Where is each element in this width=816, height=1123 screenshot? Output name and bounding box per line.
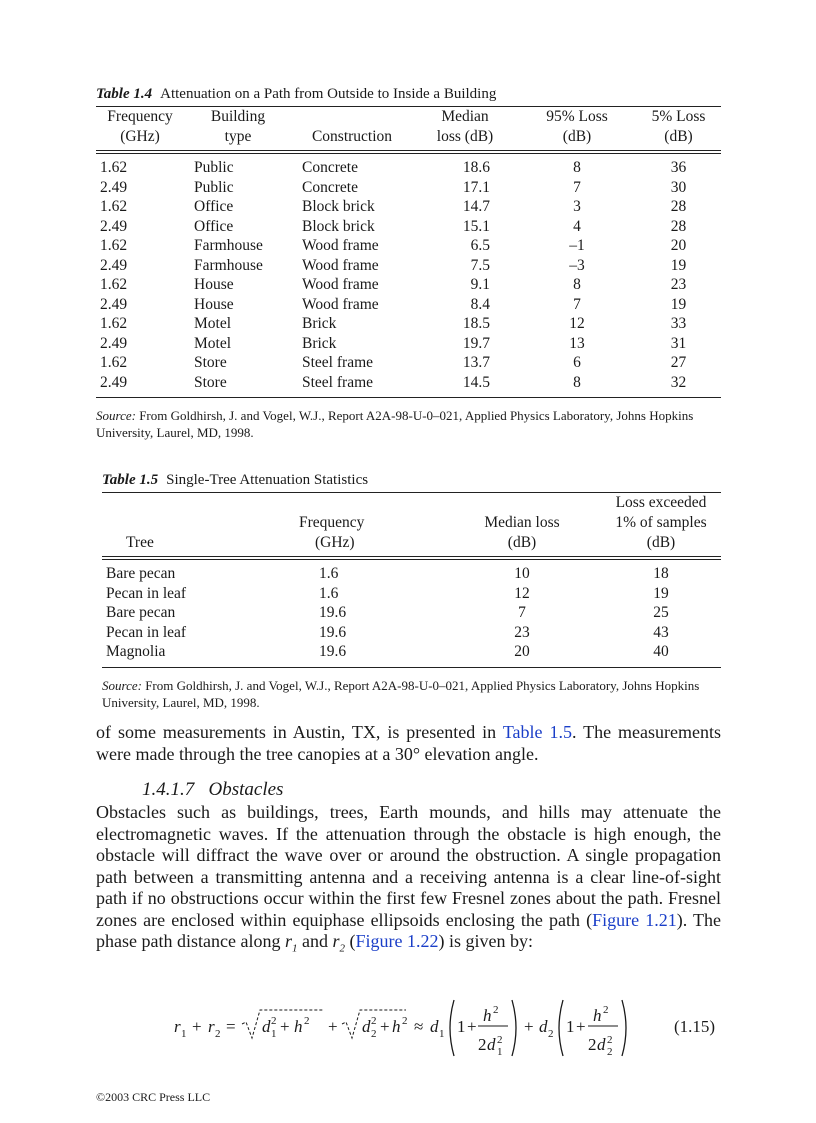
table-cell: 2.49 — [100, 295, 128, 313]
table-cell: 1.62 — [100, 159, 128, 176]
table-row — [102, 642, 721, 662]
table-cell: Motel — [194, 334, 232, 352]
table-cell: Store — [194, 354, 227, 371]
table-cell: 14.5 — [462, 373, 490, 391]
table-cell: Wood frame — [302, 276, 379, 293]
table-row — [96, 197, 721, 217]
svg-text:+: + — [380, 1017, 390, 1036]
table-cell: 8.4 — [470, 295, 490, 313]
table-cell: 8 — [573, 276, 581, 293]
svg-text:2: 2 — [304, 1015, 310, 1027]
svg-text:d: d — [597, 1035, 606, 1054]
table-cell: 1.62 — [100, 315, 128, 332]
table-cell: House — [194, 295, 234, 313]
table-cell: Steel frame — [302, 354, 374, 371]
svg-text:1: 1 — [566, 1017, 575, 1036]
svg-text:h: h — [483, 1006, 492, 1025]
table-cell: Pecan in leaf — [106, 584, 187, 602]
svg-text:2: 2 — [607, 1034, 613, 1046]
table-cell: Pecan in leaf — [106, 623, 187, 641]
svg-text:2: 2 — [607, 1046, 613, 1058]
table-cell: Wood frame — [302, 256, 379, 274]
table-cell: Motel — [194, 315, 232, 332]
table-cell: Farmhouse — [194, 237, 263, 254]
equation-plus: + — [328, 1017, 338, 1036]
svg-text:d: d — [262, 1017, 271, 1036]
svg-text:r: r — [174, 1017, 181, 1036]
equation-sqrt-1 — [242, 1010, 323, 1040]
table-cell: 19 — [670, 256, 687, 274]
table-cell: Office — [194, 217, 234, 235]
figure-1-21-link[interactable]: Figure 1.21 — [592, 909, 677, 930]
table-cell: 2.49 — [100, 178, 128, 196]
table-cell: House — [194, 276, 234, 293]
table-cell: 27 — [670, 354, 687, 371]
table-cell: 12 — [514, 584, 530, 602]
table-cell: Office — [194, 198, 234, 215]
table-cell: 30 — [670, 178, 687, 196]
table-cell: 18.5 — [462, 315, 490, 332]
svg-text:r: r — [208, 1017, 215, 1036]
svg-text:h: h — [392, 1017, 401, 1036]
table-1-5-body — [102, 560, 721, 662]
figure-1-22-link[interactable]: Figure 1.22 — [355, 931, 439, 951]
section-number: 1.4.1.7 — [142, 779, 195, 800]
svg-text:1: 1 — [457, 1017, 466, 1036]
table-cell: 9.1 — [470, 276, 490, 293]
paragraph-1: of some measurements in Austin, TX, is presented in Table 1.5. The measurements were made through the tree canopies at a 30° elevation angle. — [96, 722, 722, 764]
table-1-5-title: Single-Tree Attenuation Statistics — [166, 472, 369, 488]
table-cell: 13 — [569, 334, 585, 352]
table-row — [96, 373, 721, 393]
table-cell: 33 — [670, 315, 687, 332]
svg-text:d: d — [362, 1017, 371, 1036]
col-median-header: Median loss (dB) — [436, 108, 494, 145]
table-cell: –3 — [569, 256, 585, 274]
table-cell: Concrete — [302, 159, 358, 176]
table-cell: 14.7 — [462, 198, 490, 215]
table-cell: 28 — [670, 198, 687, 215]
table-cell: 7 — [573, 178, 581, 196]
table-cell: Brick — [302, 315, 337, 332]
table-row — [102, 603, 721, 623]
table-cell: 1.62 — [100, 237, 128, 254]
table-cell: Bare pecan — [106, 565, 176, 582]
table-1-5-link[interactable]: Table 1.5 — [502, 722, 572, 742]
svg-text:2: 2 — [478, 1035, 487, 1054]
table-cell: Public — [194, 178, 234, 196]
table-cell: 3 — [573, 198, 581, 215]
table-cell: 19.6 — [319, 643, 347, 660]
table-1-4-label: Table 1.4 — [96, 86, 153, 102]
table-row — [96, 353, 721, 373]
table-1-4 — [96, 86, 721, 441]
svg-text:d: d — [539, 1017, 548, 1036]
svg-text:h: h — [593, 1006, 602, 1025]
svg-text:=: = — [226, 1017, 236, 1036]
table-cell: Block brick — [302, 198, 375, 215]
equation-term-1 — [430, 1000, 516, 1058]
equation-term-2 — [539, 1000, 626, 1058]
svg-text:2: 2 — [497, 1034, 503, 1046]
equation-number: (1.15) — [674, 1017, 716, 1036]
svg-text:1: 1 — [181, 1028, 187, 1040]
col-frequency-header: Frequency (GHz) — [107, 108, 173, 145]
table-1-4-header-row — [96, 107, 721, 151]
table-row — [96, 334, 721, 354]
table-cell: Wood frame — [302, 295, 379, 313]
table-row — [102, 584, 721, 604]
svg-text:2: 2 — [588, 1035, 597, 1054]
table-row — [96, 217, 721, 237]
svg-text:+: + — [467, 1017, 477, 1036]
table-cell: Concrete — [302, 178, 358, 196]
table-cell: Public — [194, 159, 234, 176]
table-cell: 8 — [573, 159, 581, 176]
table-cell: 19.7 — [462, 334, 490, 352]
table-cell: 4 — [573, 217, 581, 235]
equation-lhs — [174, 1017, 236, 1040]
table-row — [96, 295, 721, 315]
table-cell: 20 — [670, 237, 687, 254]
table-row — [102, 560, 721, 584]
col-p95-header: 95% Loss (dB) — [546, 108, 608, 145]
body-text — [96, 722, 721, 960]
table-cell: Store — [194, 373, 227, 391]
svg-text:2: 2 — [371, 1015, 377, 1027]
table-cell: Brick — [302, 334, 337, 352]
table-row — [96, 178, 721, 198]
table-cell: 19.6 — [319, 604, 347, 621]
table-cell: Magnolia — [106, 643, 166, 660]
table-cell: 23 — [670, 276, 687, 293]
paragraph-2: Obstacles such as buildings, trees, Earth mounds, and hills may attenuate the electromagnetic waves. If the attenuation through the obstacle is high enough, the obstacle will diffract the wave over or around the obstruction. A single propagation path between a transmitting antenna and a receiving antenna is a clear line-of-sight path if no obstructions occur within the first few Fresnel zones about the path. Fresnel zones are enclosed within equiphase ellipsoids enclosing the path (Figure 1.21). The phase path distance along $r_1$ and $r_2$ (Figure 1.22) is given by: — [96, 802, 722, 955]
table-cell: 13.7 — [462, 354, 490, 371]
table-cell: 19.6 — [319, 623, 347, 641]
table-cell: 31 — [670, 334, 687, 352]
table-row — [102, 623, 721, 643]
table-1-4-source: Source: From Goldhirsh, J. and Vogel, W.J., Report A2A-98-U-0–021, Applied Physics Laboratory, Johns Hopkins University, Laurel, MD, 1998. — [96, 408, 694, 440]
svg-text:2: 2 — [548, 1028, 554, 1040]
table-row — [96, 236, 721, 256]
table-cell: Farmhouse — [194, 256, 263, 274]
table-cell: 7 — [518, 604, 526, 621]
equation-approx: ≈ — [414, 1017, 424, 1036]
table-1-5 — [102, 472, 721, 711]
table-row — [96, 275, 721, 295]
svg-text:2: 2 — [402, 1015, 408, 1027]
table-1-4-body — [96, 154, 721, 393]
svg-text:+: + — [192, 1017, 202, 1036]
table-cell: 18 — [653, 565, 669, 582]
col-median-header: Median loss (dB) — [484, 514, 560, 551]
table-cell: 7 — [573, 295, 581, 313]
table-cell: –1 — [569, 237, 585, 254]
svg-text:1: 1 — [497, 1046, 503, 1058]
table-1-5-caption — [102, 472, 721, 489]
table-cell: 19 — [670, 295, 687, 313]
table-cell: 1.62 — [100, 276, 128, 293]
table-cell: 2.49 — [100, 334, 128, 352]
table-row — [96, 154, 721, 178]
section-heading — [96, 779, 721, 801]
table-cell: 23 — [514, 623, 530, 641]
col-construction-header: Construction — [311, 128, 393, 145]
svg-text:h: h — [294, 1017, 303, 1036]
svg-text:2: 2 — [215, 1028, 221, 1040]
svg-text:d: d — [430, 1017, 439, 1036]
table-cell: 12 — [569, 315, 585, 332]
table-cell: 43 — [653, 623, 669, 641]
table-cell: 8 — [573, 373, 581, 391]
table-cell: 1.6 — [319, 565, 339, 582]
table-cell: 2.49 — [100, 256, 128, 274]
table-1-5-source: Source: From Goldhirsh, J. and Vogel, W.J., Report A2A-98-U-0–021, Applied Physics Laboratory, Johns Hopkins University, Laurel, MD, 1998. — [102, 677, 700, 710]
table-cell: 15.1 — [462, 217, 490, 235]
svg-text:2: 2 — [271, 1015, 277, 1027]
table-1-5-label: Table 1.5 — [102, 472, 159, 488]
table-1-4-title: Attenuation on a Path from Outside to Inside a Building — [160, 86, 497, 102]
table-cell: 6.5 — [470, 237, 490, 254]
svg-text:2: 2 — [493, 1004, 499, 1016]
table-cell: 36 — [670, 159, 687, 176]
table-cell: Wood frame — [302, 237, 379, 254]
table-cell: Steel frame — [302, 373, 374, 391]
table-cell: 10 — [514, 565, 530, 582]
table-cell: 28 — [670, 217, 687, 235]
col-p5-header: 5% Loss (dB) — [651, 108, 706, 145]
svg-text:1: 1 — [439, 1028, 445, 1040]
svg-text:+: + — [280, 1017, 290, 1036]
col-frequency-header: Frequency (GHz) — [299, 514, 365, 551]
table-cell: 6 — [573, 354, 581, 371]
table-cell: 18.6 — [462, 159, 490, 176]
table-cell: 7.5 — [470, 256, 490, 274]
svg-text:2: 2 — [371, 1028, 377, 1040]
table-row — [96, 314, 721, 334]
table-cell: Block brick — [302, 217, 375, 235]
col-exceeded-header: Loss exceeded 1% of samples (dB) — [615, 494, 707, 551]
svg-text:1: 1 — [271, 1028, 277, 1040]
table-cell: 1.62 — [100, 354, 128, 371]
footer-copyright: ©2003 CRC Press LLC — [96, 1090, 211, 1104]
table-cell: 1.62 — [100, 198, 128, 215]
table-cell: 2.49 — [100, 217, 128, 235]
table-row — [96, 256, 721, 276]
table-1-5-grid — [102, 492, 721, 668]
svg-text:d: d — [487, 1035, 496, 1054]
section-title: Obstacles — [208, 779, 284, 800]
svg-text:+: + — [576, 1017, 586, 1036]
equation-plus-2: + — [524, 1017, 534, 1036]
equation-sqrt-2 — [342, 1010, 408, 1040]
svg-text:2: 2 — [603, 1004, 609, 1016]
equation-1-15 — [170, 994, 730, 1064]
col-tree-header: Tree — [126, 534, 154, 551]
table-cell: 17.1 — [462, 178, 490, 196]
table-cell: 32 — [670, 373, 687, 391]
table-1-4-caption — [96, 86, 721, 103]
table-cell: 40 — [653, 643, 669, 660]
table-1-5-header-row — [102, 493, 721, 557]
table-cell: 20 — [514, 643, 530, 660]
table-cell: 2.49 — [100, 373, 128, 391]
col-building-header: Building type — [210, 108, 266, 145]
table-cell: 19 — [653, 584, 669, 602]
table-cell: 1.6 — [319, 584, 339, 602]
table-1-4-grid — [96, 106, 721, 398]
table-cell: Bare pecan — [106, 604, 176, 621]
table-cell: 25 — [653, 604, 669, 621]
